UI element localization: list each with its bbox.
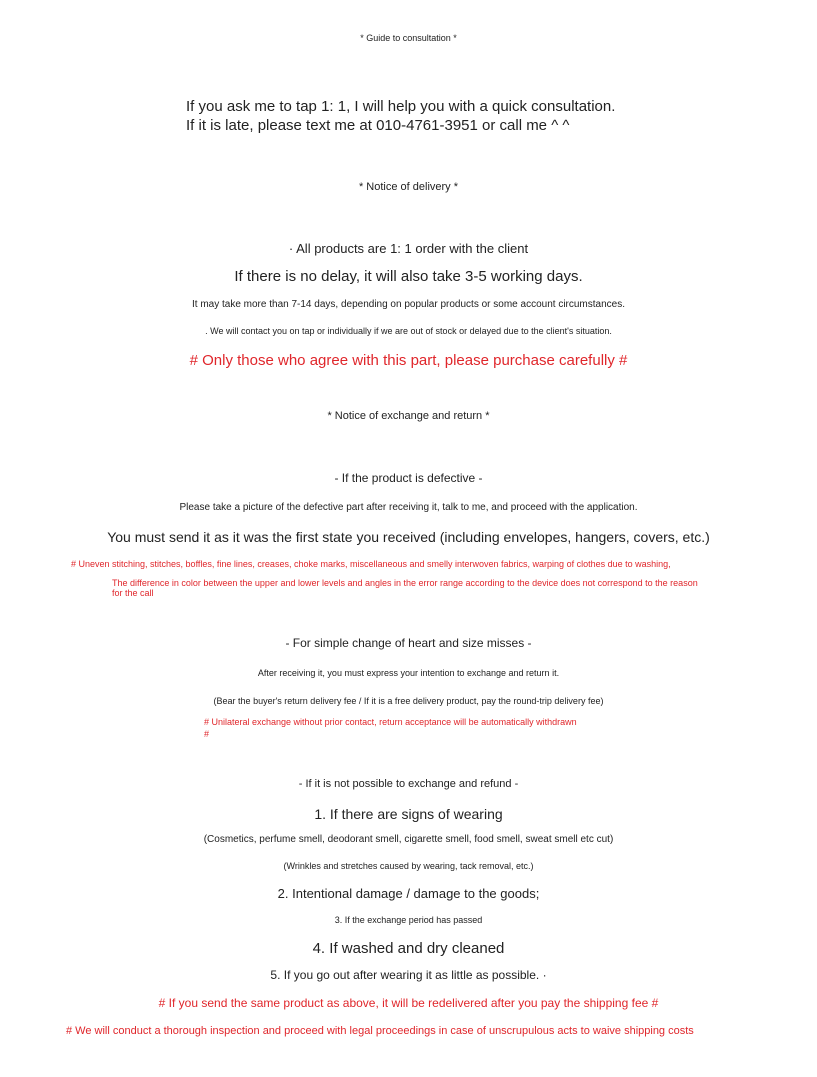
exchange-warning-2: # We will conduct a thorough inspection and proceed with legal proceedings in case of unscrupulous acts to waive shipping costs	[66, 1025, 694, 1037]
delivery-heading: * Notice of delivery *	[358, 181, 459, 193]
simple-change-line-1: After receiving it, you must express your intention to exchange and return it.	[257, 668, 560, 678]
simple-change-warning-2: #	[204, 729, 210, 739]
not-possible-item-3: 3. If the exchange period has passed	[334, 915, 483, 925]
delivery-line-4: . We will contact you on tap or individually if we are out of stock or delayed due to the client's situation.	[205, 326, 612, 336]
defective-warning-1: # Uneven stitching, stitches, boffles, fine lines, creases, choke marks, miscellaneous and smelly interwoven fabrics, warping of clothes due to washing,	[71, 559, 671, 569]
not-possible-item-4: 4. If washed and dry cleaned	[312, 940, 505, 957]
not-possible-item-1-note-1: (Cosmetics, perfume smell, deodorant smell, cigarette smell, food smell, sweat smell etc cut)	[203, 834, 614, 845]
not-possible-subheading: - If it is not possible to exchange and refund -	[298, 778, 519, 790]
simple-change-subheading: - For simple change of heart and size misses -	[285, 636, 532, 650]
simple-change-line-2: (Bear the buyer's return delivery fee / If it is a free delivery product, pay the round-trip delivery fee)	[213, 696, 604, 706]
simple-change-warning-1: # Unilateral exchange without prior contact, return acceptance will be automatically withdrawn	[204, 717, 577, 727]
delivery-warning: # Only those who agree with this part, please purchase carefully #	[189, 352, 628, 369]
consultation-heading: * Guide to consultation *	[360, 33, 457, 43]
consultation-line-1: If you ask me to tap 1: 1, I will help you with a quick consultation.	[186, 98, 616, 115]
not-possible-item-5: 5. If you go out after wearing it as little as possible. ·	[270, 968, 547, 982]
delivery-line-2: If there is no delay, it will also take 3-5 working days.	[234, 268, 583, 285]
not-possible-item-2: 2. Intentional damage / damage to the goods;	[277, 886, 540, 901]
defective-line-1: Please take a picture of the defective part after receiving it, talk to me, and proceed with the application.	[179, 502, 638, 513]
delivery-line-1: · All products are 1: 1 order with the client	[288, 241, 529, 256]
not-possible-item-1-note-2: (Wrinkles and stretches caused by wearing, tack removal, etc.)	[283, 861, 534, 871]
consultation-line-2: If it is late, please text me at 010-4761-3951 or call me ^ ^	[186, 117, 570, 134]
defective-subheading: - If the product is defective -	[334, 471, 483, 485]
exchange-heading: * Notice of exchange and return *	[327, 410, 490, 422]
defective-warning-2: The difference in color between the upper and lower levels and angles in the error range according to the device does not correspond to the reason for the call	[112, 578, 698, 599]
not-possible-item-1: 1. If there are signs of wearing	[314, 806, 503, 822]
exchange-warning-1: # If you send the same product as above, it will be redelivered after you pay the shipping fee #	[158, 996, 659, 1010]
delivery-line-3: It may take more than 7-14 days, depending on popular products or some account circumstances.	[191, 299, 625, 310]
defective-line-2: You must send it as it was the first state you received (including envelopes, hangers, covers, etc.)	[107, 529, 710, 545]
